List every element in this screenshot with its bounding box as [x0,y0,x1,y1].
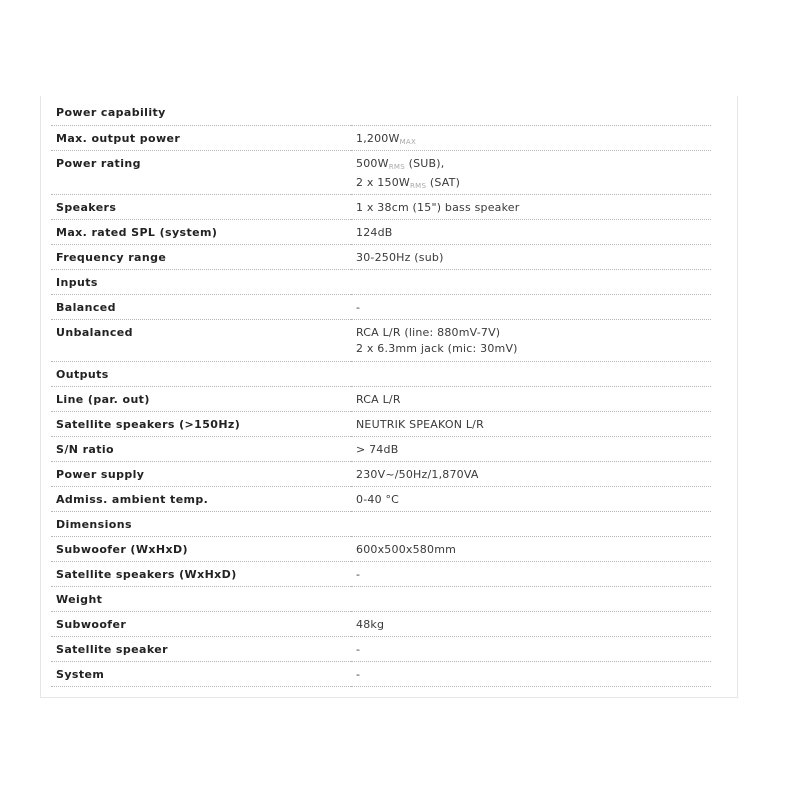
spec-value: - [351,561,711,586]
spec-label: Speakers [51,194,351,219]
section-heading: Outputs [51,361,351,386]
table-row [51,486,711,511]
section-row-dimensions [51,511,711,536]
table-row [51,636,711,661]
spec-label: Satellite speakers (>150Hz) [51,411,351,436]
spec-value: 48kg [351,611,711,636]
spec-value: $500W_{RMS}$ (SUB), 2 x $150W_{RMS}$ (SAT) [351,150,711,194]
spec-value: 230V~/50Hz/1,870VA [351,461,711,486]
table-row [51,461,711,486]
spec-value: 30-250Hz (sub) [351,244,711,269]
spec-label: Unbalanced [51,319,351,361]
spec-label: Power rating [51,150,351,194]
table-row [51,219,711,244]
spec-value: - [351,661,711,686]
spec-label: Power supply [51,461,351,486]
spec-label: Admiss. ambient temp. [51,486,351,511]
section-heading: Dimensions [51,511,351,536]
spec-value: > 74dB [351,436,711,461]
table-row [51,244,711,269]
table-row [51,611,711,636]
section-heading: Inputs [51,269,351,294]
section-heading: Power capability [51,100,351,125]
spec-label: Subwoofer [51,611,351,636]
section-row-weight [51,586,711,611]
spec-value: 1 x 38cm (15") bass speaker [351,194,711,219]
spec-value: 124dB [351,219,711,244]
table-row [51,436,711,461]
table-row [51,561,711,586]
spec-label: System [51,661,351,686]
table-row [51,386,711,411]
table-row [51,194,711,219]
table-row [51,411,711,436]
table-row [51,661,711,686]
spec-value: - [351,636,711,661]
section-row-inputs [51,269,711,294]
spec-label: Satellite speaker [51,636,351,661]
table-row [51,536,711,561]
spec-value: - [351,294,711,319]
spec-label: S/N ratio [51,436,351,461]
spec-value: NEUTRIK SPEAKON L/R [351,411,711,436]
spec-label: Max. output power [51,125,351,150]
section-row-power-capability [51,100,711,125]
spec-label: Line (par. out) [51,386,351,411]
spec-value: RCA L/R (line: 880mV-7V) 2 x 6.3mm jack (mic: 30mV) [351,319,711,361]
spec-table [51,100,711,687]
section-heading: Weight [51,586,351,611]
spec-label: Satellite speakers (WxHxD) [51,561,351,586]
spec-label: Frequency range [51,244,351,269]
table-row [51,319,711,361]
spec-label: Balanced [51,294,351,319]
spec-value: $1,200W_{MAX}$ [351,125,711,150]
spec-value: RCA L/R [351,386,711,411]
spec-value: 600x500x580mm [351,536,711,561]
section-row-outputs [51,361,711,386]
spec-label: Max. rated SPL (system) [51,219,351,244]
table-row [51,294,711,319]
table-row [51,150,711,194]
spec-label: Subwoofer (WxHxD) [51,536,351,561]
spec-value: 0-40 °C [351,486,711,511]
table-row [51,125,711,150]
